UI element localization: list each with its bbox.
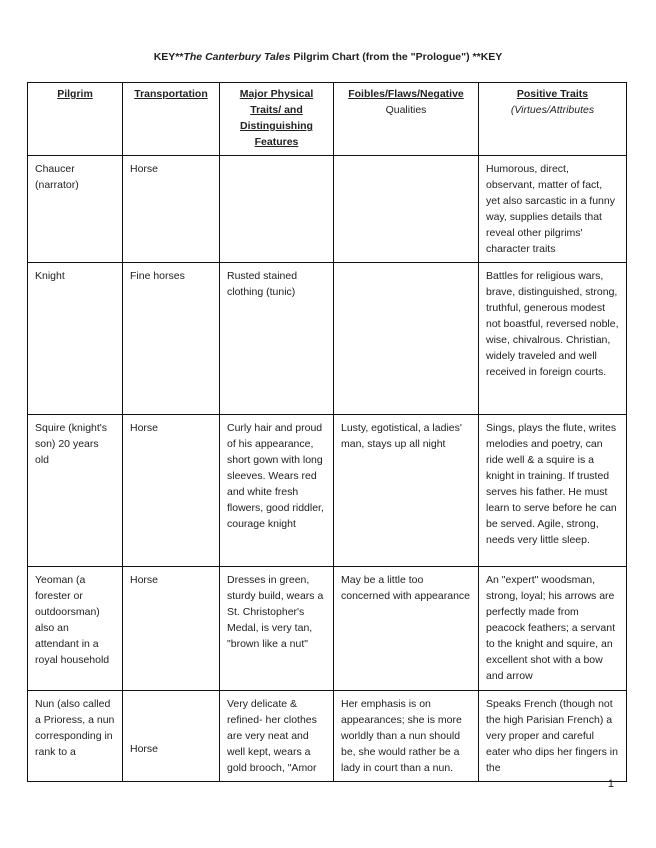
cell-positive: Sings, plays the flute, writes melodies and poetry, can ride well & a squire is a knight in training. If trusted serves his father. He must learn to serve before he can be served. Agile, strong, needs very little sleep. [479,415,627,567]
cell-pilgrim: Nun (also called a Prioress, a nun corresponding in rank to a [28,691,123,782]
title-rest: Pilgrim Chart (from the "Prologue") **KEY [290,51,503,63]
cell-pilgrim: Squire (knight's son) 20 years old [28,415,123,567]
table-row [28,156,627,263]
header-foibles: Foibles/Flaws/Negative Qualities [334,83,479,156]
cell-foibles: Her emphasis is on appearances; she is more worldly than a nun should be, she would rather be a lady in court than a nun. [334,691,479,782]
cell-physical [220,156,334,263]
cell-positive: Speaks French (though not the high Parisian French) a very proper and careful eater who dips her fingers in the [479,691,627,782]
cell-transportation: Horse [123,156,220,263]
cell-foibles: May be a little too concerned with appearance [334,567,479,691]
cell-transportation: Horse [123,691,220,782]
page-title [0,51,656,63]
table-row [28,415,627,567]
header-transportation: Transportation [123,83,220,156]
cell-foibles [334,263,479,415]
cell-positive: An "expert" woodsman, strong, loyal; his arrows are perfectly made from peacock feathers; a servant to the knight and squire, an excellent shot with a bow and arrow [479,567,627,691]
cell-transportation: Horse [123,567,220,691]
cell-pilgrim: Knight [28,263,123,415]
table-row [28,691,627,782]
title-italic: The Canterbury Tales [183,51,291,63]
header-positive: Positive Traits (Virtues/Attributes [479,83,627,156]
title-prefix: KEY** [153,51,184,63]
page-number: 1 [607,778,614,790]
cell-physical: Very delicate & refined- her clothes are very neat and well kept, wears a gold brooch, "Amor [220,691,334,782]
table-row [28,263,627,415]
header-row [28,83,627,156]
cell-physical: Rusted stained clothing (tunic) [220,263,334,415]
table-row [28,567,627,691]
cell-physical: Curly hair and proud of his appearance, short gown with long sleeves. Wears red and white fresh flowers, good riddler, courage knight [220,415,334,567]
cell-positive: Humorous, direct, observant, matter of fact, yet also sarcastic in a funny way, supplies details that reveal other pilgrims' character traits [479,156,627,263]
cell-pilgrim: Yeoman (a forester or outdoorsman) also an attendant in a royal household [28,567,123,691]
cell-transportation: Fine horses [123,263,220,415]
cell-foibles [334,156,479,263]
cell-transportation: Horse [123,415,220,567]
header-pilgrim: Pilgrim [28,83,123,156]
cell-positive: Battles for religious wars, brave, distinguished, strong, truthful, generous modest not boastful, reversed noble, wise, chivalrous. Christian, widely traveled and well received in foreign courts. [479,263,627,415]
cell-physical: Dresses in green, sturdy build, wears a St. Christopher's Medal, is very tan, "brown like a nut" [220,567,334,691]
cell-foibles: Lusty, egotistical, a ladies' man, stays up all night [334,415,479,567]
header-physical: Major Physical Traits/ and Distinguishing Features [220,83,334,156]
pilgrim-chart-table [27,82,627,782]
cell-pilgrim: Chaucer (narrator) [28,156,123,263]
